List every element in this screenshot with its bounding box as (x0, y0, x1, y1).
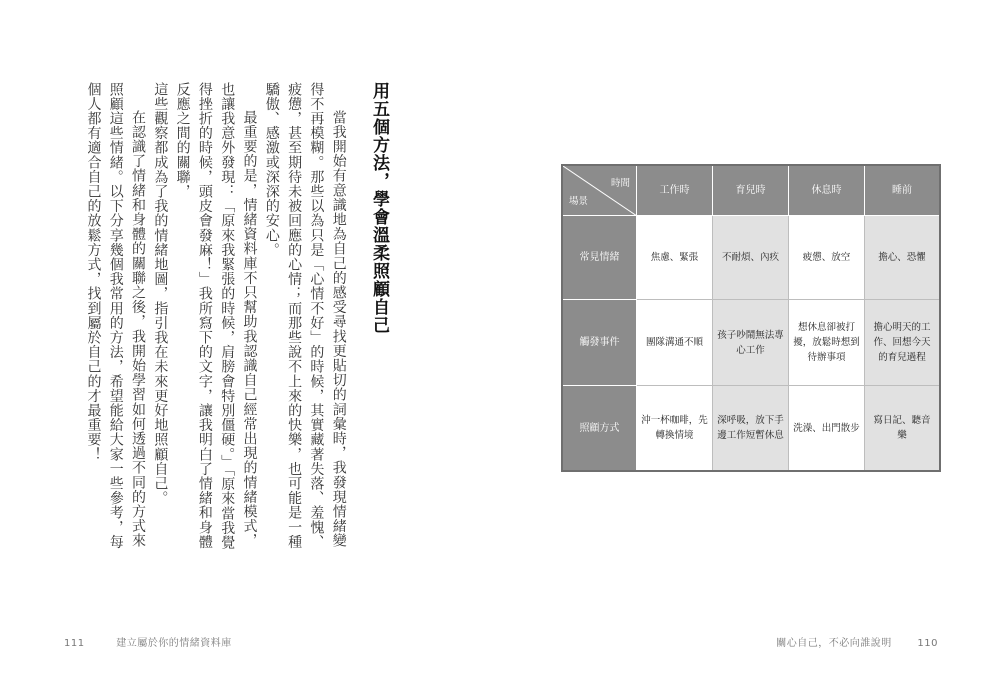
table-cell: 想休息卻被打擾，放鬆時想到待辦事項 (789, 300, 865, 386)
table-cell: 焦慮、緊張 (637, 216, 713, 300)
paragraph-1: 當我開始有意識地為自己的感受尋找更貼切的詞彙時，我發現情緒變得不再模糊。那些以為只是「心情不好」的時候，其實藏著失落、羞愧、疲憊，甚至期待未被回應的心情；而那些說不上來的快樂，也可能是一種驕傲、感激或深深的安心。 (263, 82, 347, 550)
table-corner-header (563, 166, 637, 216)
table-cell: 擔心、恐懼 (865, 216, 939, 300)
table-cell: 擔心明天的工作、回想今天的育兒過程 (865, 300, 939, 386)
column-header: 休息時 (789, 166, 865, 216)
column-header: 育兒時 (713, 166, 789, 216)
emotion-table (561, 164, 941, 472)
paragraph-4: 在認識了情緒和身體的關聯之後，我開始學習如何透過不同的方式來照顧這些情緒。以下分享幾個我常用的方法，希望能給大家一些參考，每個人都有適合自己的放鬆方式，找到屬於自己的才最重要！ (85, 82, 147, 550)
row-header: 常見情緒 (563, 216, 637, 300)
corner-label-scene: 場景 (569, 196, 589, 207)
column-header: 睡前 (865, 166, 939, 216)
left-page-number: 111 (64, 638, 85, 649)
section-heading: 用五個方法，學會溫柔照顧自己 (369, 82, 389, 334)
table-cell: 不耐煩、內疚 (713, 216, 789, 300)
right-page-number: 110 (917, 638, 938, 649)
diagonal-divider (563, 166, 637, 216)
table-cell: 寫日記、聽音樂 (865, 386, 939, 470)
paragraph-2: 最重要的是，情緒資料庫不只幫助我認識自己經常出現的情緒模式，也讓我意外發現：「原來我緊張的時候，肩膀會特別僵硬。」「原來當我覺得挫折的時候，頭皮會發麻！」我所寫下的文字，讓我明白了情緒和身體反應之間的關聯， (174, 82, 258, 550)
left-page-body (82, 82, 390, 550)
table-cell: 洗澡、出門散步 (789, 386, 865, 470)
corner-label-time: 時間 (610, 178, 630, 189)
paragraph-3: 這些觀察都成為了我的情緒地圖，指引我在未來更好地照顧自己。 (152, 82, 169, 506)
left-running-title: 建立屬於你的情緒資料庫 (116, 638, 232, 649)
right-footer (776, 634, 938, 649)
row-header: 觸發事件 (563, 300, 637, 386)
left-footer (64, 634, 232, 649)
table-cell: 深呼吸，放下手邊工作短暫休息 (713, 386, 789, 470)
table-cell: 孩子吵鬧無法專心工作 (713, 300, 789, 386)
column-header: 工作時 (637, 166, 713, 216)
table-cell: 團隊溝通不順 (637, 300, 713, 386)
right-running-title: 關心自己，不必向誰說明 (776, 638, 892, 649)
table-cell: 沖一杯咖啡，先轉換情境 (637, 386, 713, 470)
row-header: 照顧方式 (563, 386, 637, 470)
table-cell: 疲憊、放空 (789, 216, 865, 300)
